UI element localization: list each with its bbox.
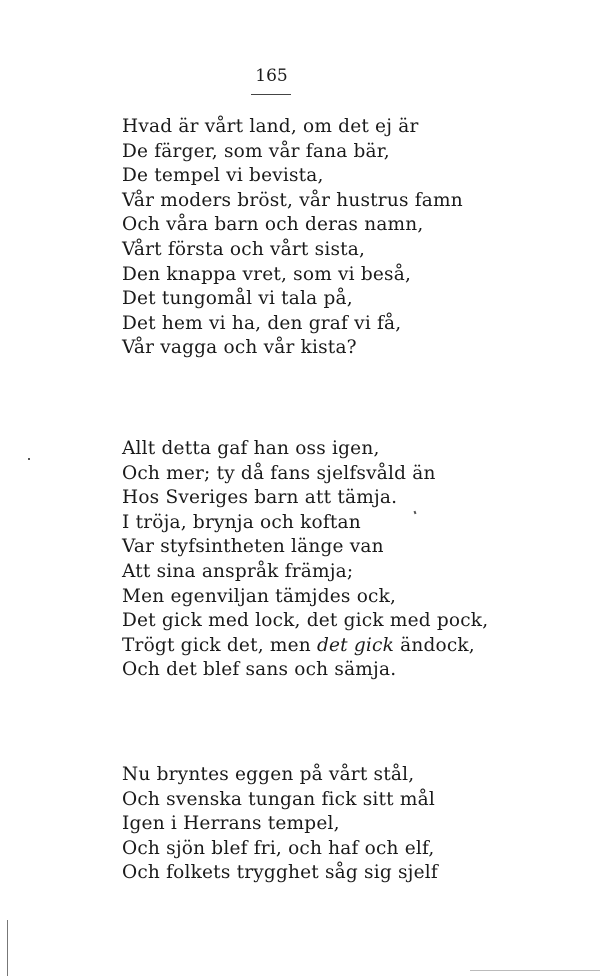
verse-text: Trögt gick det, men xyxy=(122,634,317,656)
verse-line: Allt detta gaf han oss igen, xyxy=(122,438,380,459)
verse-line: Vårt första och vårt sista, xyxy=(122,238,366,260)
verse-line: Vår moders bröst, vår hustrus famn xyxy=(122,189,463,211)
verse-line-with-italic xyxy=(122,634,488,659)
italic-emphasis: det gick xyxy=(316,634,395,656)
verse-text: ändock, xyxy=(394,634,475,656)
verse-line: Hos Sveriges barn att tämja. xyxy=(122,487,398,509)
verse-line: Och våra barn och deras namn, xyxy=(122,214,424,236)
verse-line: Men egenviljan tämjdes ock, xyxy=(122,585,397,607)
stanza-1 xyxy=(122,115,463,361)
verse-line: De färger, som vår fana bär, xyxy=(122,140,390,162)
verse-line: Den knappa vret, som vi beså, xyxy=(122,263,412,285)
verse-line: Nu bryntes eggen på vårt stål, xyxy=(122,764,415,785)
verse-line: Och svenska tungan fick sitt mål xyxy=(122,788,435,810)
verse-line: Och sjön blef fri, och haf och elf, xyxy=(122,837,435,859)
verse-line: Vår vagga och vår kista? xyxy=(122,337,357,359)
verse-line: Det gick med lock, det gick med pock, xyxy=(122,610,489,632)
verse-line: Och folkets trygghet såg sig sjelf xyxy=(122,862,438,884)
stanza-3 xyxy=(122,763,438,886)
page-number-underline xyxy=(251,94,291,95)
stanza-2 xyxy=(122,437,488,683)
verse-line: Och det blef sans och sämja. xyxy=(122,659,397,681)
verse-line: Igen i Herrans tempel, xyxy=(122,813,340,835)
verse-line: Det tungomål vi tala på, xyxy=(122,288,353,310)
verse-line: De tempel vi bevista, xyxy=(122,165,324,187)
verse-line: Att sina anspråk främja; xyxy=(122,560,354,582)
scan-edge-bottom xyxy=(470,970,600,971)
verse-line: Var styfsintheten länge van xyxy=(122,536,384,558)
verse-line: Hvad är vårt land, om det ej är xyxy=(122,116,419,137)
verse-line: I tröja, brynja och koftan xyxy=(122,511,361,533)
verse-line: Det hem vi ha, den graf vi få, xyxy=(122,312,402,334)
page-number: 165 xyxy=(255,66,288,86)
speck-left xyxy=(28,458,30,460)
scan-edge-left xyxy=(7,920,8,976)
verse-line: Och mer; ty då fans sjelfsvåld än xyxy=(122,462,436,484)
